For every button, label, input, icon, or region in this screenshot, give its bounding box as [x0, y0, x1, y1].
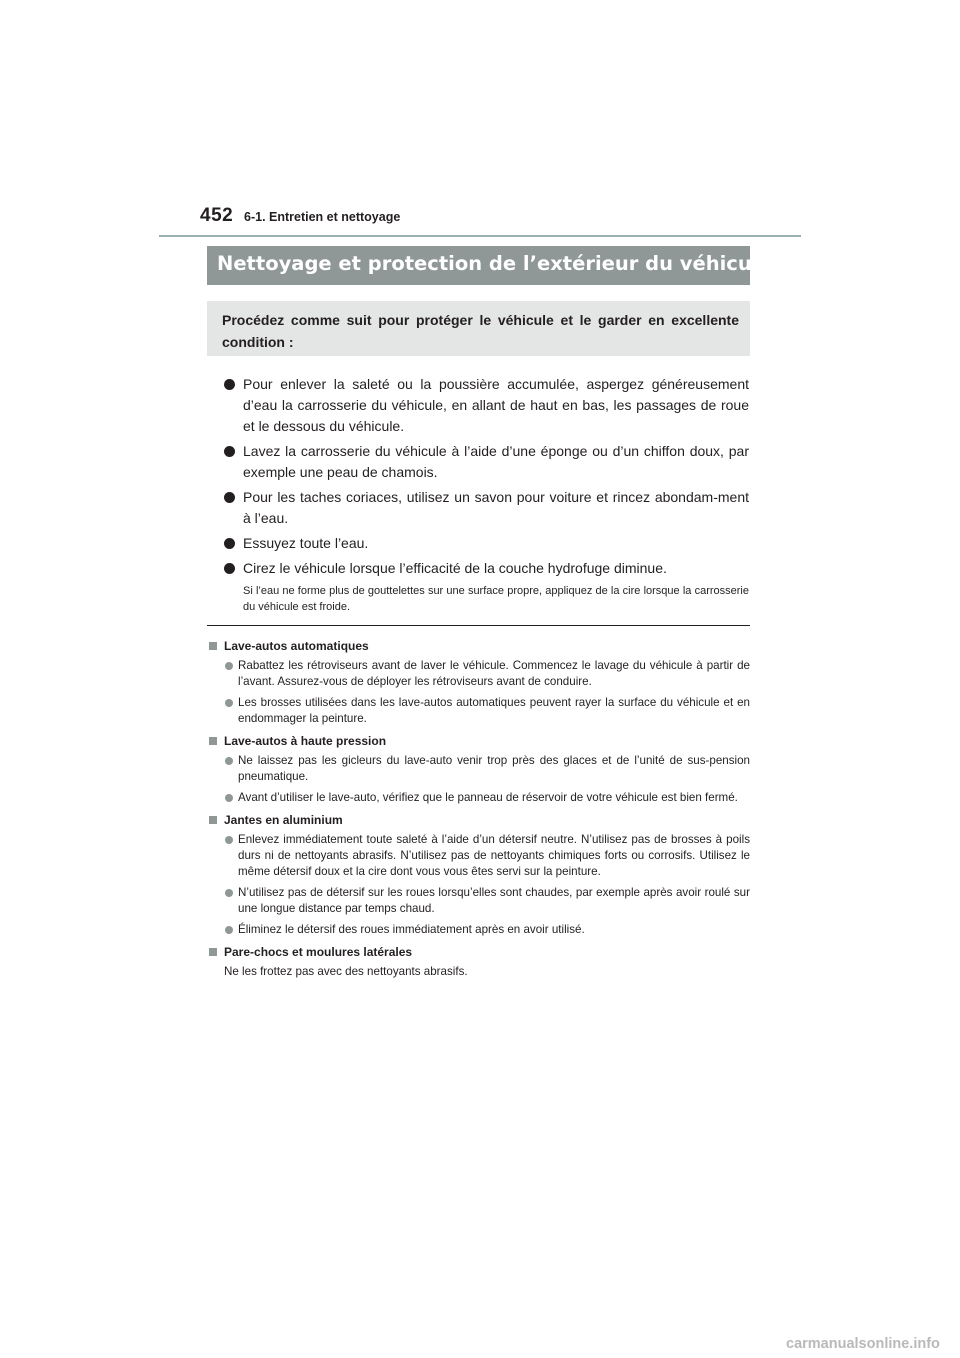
section-item	[208, 753, 750, 785]
page-title: Nettoyage et protection de l’extérieur du véhicule	[217, 252, 772, 275]
section-heading	[208, 637, 750, 655]
bullet-icon	[225, 794, 233, 802]
section-heading-text: Lave-autos automatiques	[224, 639, 369, 653]
square-bullet-icon	[209, 948, 217, 956]
section-bumpers	[208, 943, 750, 980]
section-item	[208, 695, 750, 727]
bullet-icon	[225, 662, 233, 670]
bullet-icon	[225, 926, 233, 934]
section-item-text: Rabattez les rétroviseurs avant de laver le véhicule. Commencez le lavage du véhicule à partir de l’avant. Assurez-vous de déployer les rétroviseurs avant de conduire.	[238, 659, 750, 688]
list-item	[222, 441, 749, 483]
bullet-icon	[224, 563, 235, 574]
bullet-icon	[225, 757, 233, 765]
section-item	[208, 922, 750, 938]
section-heading	[208, 811, 750, 829]
section-item	[208, 885, 750, 917]
section-heading-text: Lave-autos à haute pression	[224, 734, 387, 748]
main-steps-list	[222, 374, 749, 583]
bullet-icon	[225, 889, 233, 897]
intro-box	[207, 301, 750, 356]
bullet-icon	[224, 538, 235, 549]
bullet-icon	[224, 446, 235, 457]
square-bullet-icon	[209, 816, 217, 824]
section-item-text: N’utilisez pas de détersif sur les roues lorsqu’elles sont chaudes, par exemple après avoir roulé sur une longue distance par temps chaud.	[238, 886, 750, 915]
section-body-text: Ne les frottez pas avec des nettoyants abrasifs.	[224, 965, 468, 978]
section-item-text: Les brosses utilisées dans les lave-autos automatiques peuvent rayer la surface du véhicule et en endommager la peinture.	[238, 696, 750, 725]
section-high-pressure	[208, 732, 750, 806]
section-item	[208, 832, 750, 880]
section-item-text: Éliminez le détersif des roues immédiatement après en avoir utilisé.	[238, 923, 585, 936]
section-item-text: Enlevez immédiatement toute saleté à l’aide d’un détersif neutre. N’utilisez pas de brosses à poils durs ni de nettoyants abrasifs. N’utilisez pas de nettoyants chimiques forts ou corrosifs. Utilisez le même détersif doux et la cire dont vous vous êtes servi sur la peinture.	[238, 833, 750, 878]
square-bullet-icon	[209, 737, 217, 745]
list-item-text: Pour enlever la saleté ou la poussière accumulée, aspergez généreusement d’eau la carrosserie du véhicule, en allant de haut en bas, les passages de roue et le dessous du véhicule.	[243, 376, 749, 434]
info-sections	[208, 637, 750, 985]
section-item-text: Avant d’utiliser le lave-auto, vérifiez que le panneau de réservoir de votre véhicule est bien fermé.	[238, 791, 738, 804]
title-banner	[207, 246, 772, 285]
section-item	[208, 790, 750, 806]
square-bullet-icon	[209, 642, 217, 650]
list-item	[222, 487, 749, 529]
section-heading	[208, 943, 750, 961]
page-header	[159, 205, 801, 237]
section-divider	[207, 625, 750, 626]
list-item	[222, 533, 749, 554]
section-heading-text: Pare-chocs et moulures latérales	[224, 945, 413, 959]
section-aluminum-wheels	[208, 811, 750, 938]
section-item	[208, 658, 750, 690]
section-reference: 6-1. Entretien et nettoyage	[244, 210, 401, 224]
list-item-text: Essuyez toute l’eau.	[243, 535, 369, 551]
intro-text: Procédez comme suit pour protéger le véhicule et le garder en excellente condition :	[222, 312, 739, 350]
list-item	[222, 374, 749, 437]
bullet-icon	[224, 492, 235, 503]
bullet-icon	[225, 699, 233, 707]
section-heading	[208, 732, 750, 750]
list-item-text: Cirez le véhicule lorsque l’efficacité de la couche hydrofuge diminue.	[243, 560, 667, 576]
section-heading-text: Jantes en aluminium	[224, 813, 343, 827]
watermark: carmanualsonline.info	[786, 1336, 940, 1352]
list-item-text: Pour les taches coriaces, utilisez un savon pour voiture et rincez abondam-ment à l’eau.	[243, 489, 749, 526]
list-item-text: Lavez la carrosserie du véhicule à l’aide d’une éponge ou d’un chiffon doux, par exemple une peau de chamois.	[243, 443, 749, 480]
page-number: 452	[200, 205, 234, 226]
note-text: Si l’eau ne forme plus de gouttelettes sur une surface propre, appliquez de la cire lorsque la carrosserie du véhicule est froide.	[243, 585, 749, 613]
section-item-text: Ne laissez pas les gicleurs du lave-auto venir trop près des glaces et de l’unité de sus-pension pneumatique.	[238, 754, 750, 783]
bullet-icon	[224, 379, 235, 390]
list-item	[222, 558, 749, 579]
bullet-icon	[225, 836, 233, 844]
section-car-wash	[208, 637, 750, 727]
